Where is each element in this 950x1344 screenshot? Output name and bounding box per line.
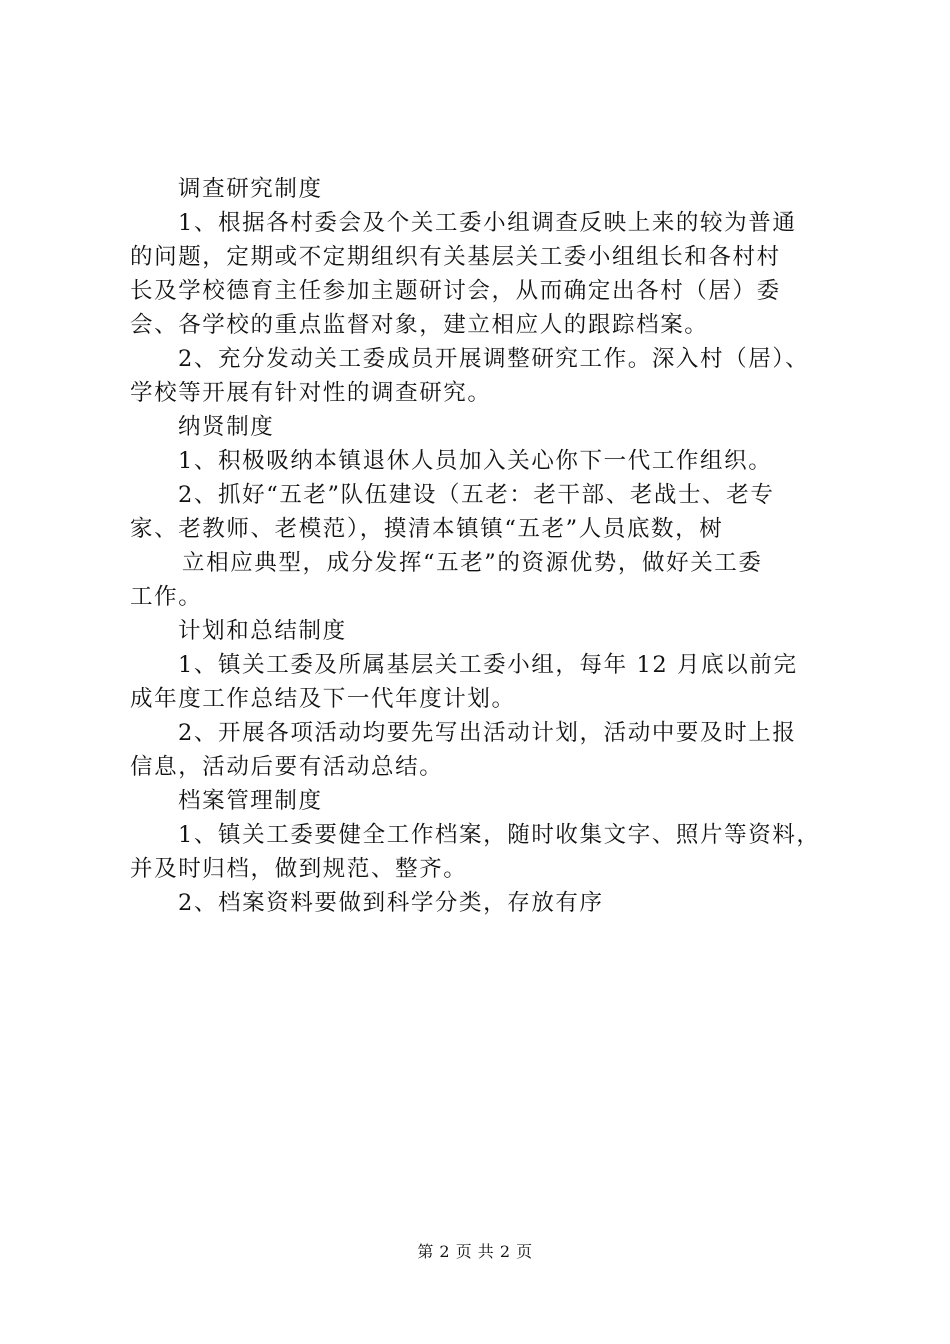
paragraph-line: 2、档案资料要做到科学分类，存放有序 xyxy=(178,890,604,916)
paragraph-line: 成年度工作总结及下一代年度计划。 xyxy=(130,686,516,712)
paragraph-line: 1、镇关工委及所属基层关工委小组，每年 12 月底以前完 xyxy=(178,652,798,678)
paragraph-line: 立相应典型，成分发挥“五老”的资源优势，做好关工委 xyxy=(182,550,763,576)
paragraph-line: 学校等开展有针对性的调查研究。 xyxy=(130,380,492,406)
paragraph-line: 1、镇关工委要健全工作档案，随时收集文字、照片等资料， xyxy=(178,822,821,848)
paragraph-line: 2、开展各项活动均要先写出活动计划，活动中要及时上报 xyxy=(178,720,797,746)
paragraph-line: 工作。 xyxy=(130,584,203,610)
section-heading-research: 调查研究制度 xyxy=(178,176,323,202)
section-heading-archive: 档案管理制度 xyxy=(178,788,323,814)
paragraph-line: 1、积极吸纳本镇退休人员加入关心你下一代工作组织。 xyxy=(178,448,773,474)
section-heading-plan: 计划和总结制度 xyxy=(178,618,347,644)
paragraph-line: 2、抓好“五老”队伍建设（五老：老干部、老战士、老专 xyxy=(178,482,775,508)
paragraph-line: 会、各学校的重点监督对象，建立相应人的跟踪档案。 xyxy=(130,312,709,338)
paragraph-line: 长及学校德育主任参加主题研讨会，从而确定出各村（居）委 xyxy=(130,278,781,304)
paragraph-line: 信息，活动后要有活动总结。 xyxy=(130,754,444,780)
paragraph-line: 家、老教师、老模范），摸清本镇镇“五老”人员底数，树 xyxy=(130,516,724,542)
section-heading-recruit: 纳贤制度 xyxy=(178,414,275,440)
paragraph-line: 并及时归档，做到规范、整齐。 xyxy=(130,856,468,882)
paragraph-line: 2、充分发动关工委成员开展调整研究工作。深入村（居）、 xyxy=(178,346,810,372)
page-number-footer: 第 2 页 共 2 页 xyxy=(417,1242,533,1261)
paragraph-line: 1、根据各村委会及个关工委小组调查反映上来的较为普通 xyxy=(178,210,797,236)
paragraph-line: 的问题，定期或不定期组织有关基层关工委小组组长和各村村 xyxy=(130,244,781,270)
